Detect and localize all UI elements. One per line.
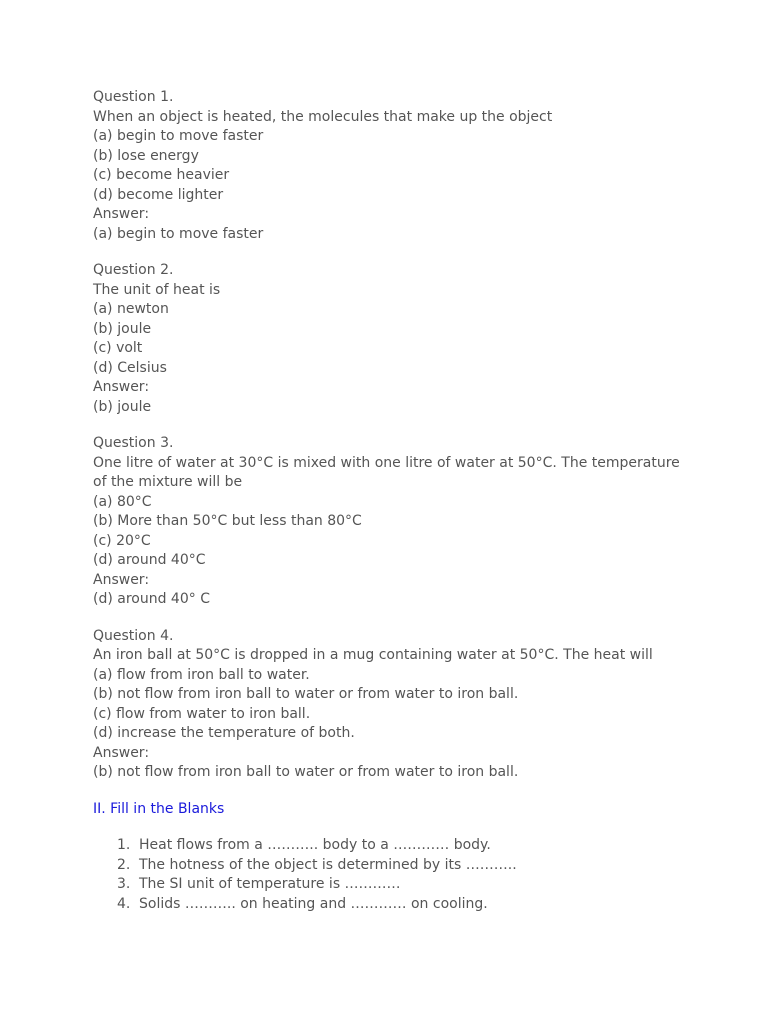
list-item-text: The SI unit of temperature is …………: [139, 876, 401, 892]
option-d: (d) around 40°C: [93, 552, 206, 568]
question-title: Question 1.: [93, 89, 174, 105]
list-item: [117, 895, 693, 915]
option-d: (d) become lighter: [93, 186, 224, 203]
option-a: (a) newton: [93, 301, 169, 317]
question-title: Question 4.: [93, 627, 174, 644]
question-title: Question 3.: [93, 435, 174, 451]
option-c: (c) 20°C: [93, 532, 151, 549]
option-d: (d) increase the temperature of both.: [93, 725, 355, 741]
answer-text: (b) not flow from iron ball to water or from water to iron ball.: [93, 764, 519, 780]
answer-text: (a) begin to move faster: [93, 225, 264, 242]
list-item-text: Heat flows from a ……….. body to a ………… body.: [139, 837, 491, 853]
answer-text: (b) joule: [93, 398, 152, 415]
document-page: [93, 88, 693, 914]
question-4: [93, 627, 693, 783]
answer-label: Answer:: [93, 744, 150, 761]
list-item-text: The hotness of the object is determined by its ………..: [139, 856, 517, 873]
question-2: [93, 261, 693, 417]
question-title: Question 2.: [93, 262, 174, 278]
list-item-number: 3.: [117, 876, 131, 892]
fill-blanks-list: [93, 836, 693, 914]
question-prompt: The unit of heat is: [93, 281, 221, 298]
option-d: (d) Celsius: [93, 359, 167, 376]
option-a: (a) 80°C: [93, 493, 152, 510]
answer-text: (d) around 40° C: [93, 591, 210, 607]
list-item-number: 4.: [117, 895, 131, 912]
list-item: [117, 836, 693, 856]
list-item: [117, 875, 693, 895]
option-b: (b) joule: [93, 320, 152, 337]
option-b: (b) More than 50°C but less than 80°C: [93, 513, 362, 529]
answer-label: Answer:: [93, 571, 150, 588]
option-a: (a) begin to move faster: [93, 128, 264, 144]
question-3: [93, 434, 693, 610]
list-item-text: Solids ……….. on heating and ………… on cooling.: [139, 895, 488, 912]
question-prompt: One litre of water at 30°C is mixed with one litre of water at 50°C. The temperature of the mixture will be: [93, 454, 680, 490]
option-b: (b) lose energy: [93, 147, 199, 164]
fill-blanks-heading: II. Fill in the Blanks: [93, 800, 225, 817]
question-1: [93, 88, 693, 244]
option-a: (a) flow from iron ball to water.: [93, 666, 310, 683]
option-c: (c) volt: [93, 340, 143, 356]
answer-label: Answer:: [93, 206, 150, 222]
answer-label: Answer:: [93, 379, 150, 395]
list-item-number: 2.: [117, 856, 131, 873]
question-prompt: An iron ball at 50°C is dropped in a mug containing water at 50°C. The heat will: [93, 647, 653, 663]
option-b: (b) not flow from iron ball to water or from water to iron ball.: [93, 686, 519, 702]
question-prompt: When an object is heated, the molecules that make up the object: [93, 108, 553, 125]
option-c: (c) flow from water to iron ball.: [93, 705, 311, 722]
list-item-number: 1.: [117, 837, 131, 853]
list-item: [117, 856, 693, 876]
option-c: (c) become heavier: [93, 167, 230, 183]
